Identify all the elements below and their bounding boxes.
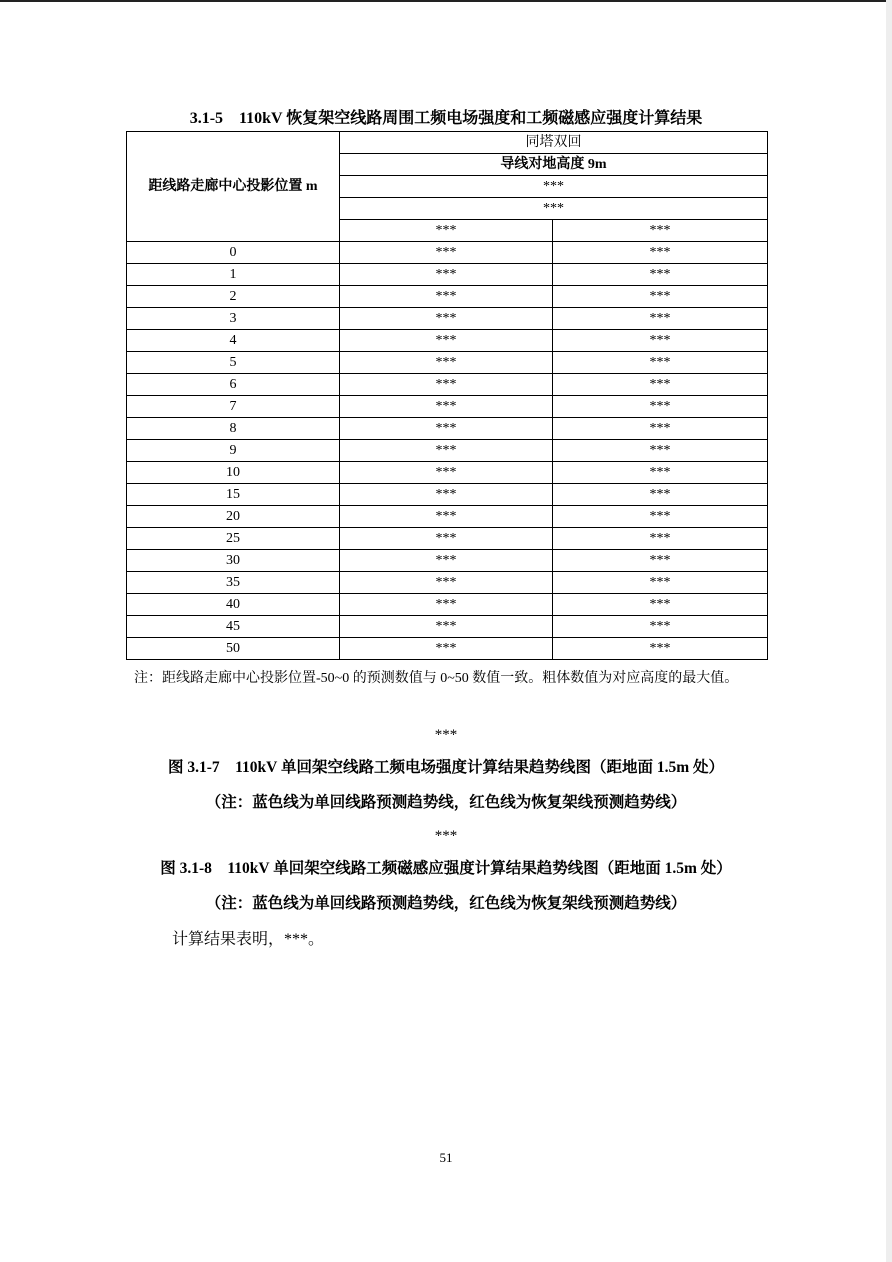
magnetic-field-cell: *** (553, 616, 768, 638)
position-cell: 10 (127, 462, 340, 484)
position-cell: 5 (127, 352, 340, 374)
table-row (127, 264, 768, 286)
position-cell: 0 (127, 242, 340, 264)
electric-field-cell: *** (340, 374, 553, 396)
figure-1-caption: 图 3.1-7 110kV 单回架空线路工频电场强度计算结果趋势线图（距地面 1.5m 处） (167, 759, 724, 776)
table-row (127, 594, 768, 616)
electric-field-cell: *** (340, 616, 553, 638)
magnetic-field-cell: *** (553, 528, 768, 550)
table-row (127, 616, 768, 638)
electric-field-cell: *** (340, 264, 553, 286)
magnetic-field-cell: *** (553, 396, 768, 418)
header-row-group (127, 132, 768, 154)
magnetic-field-cell: *** (553, 264, 768, 286)
table-row (127, 638, 768, 660)
table-row (127, 572, 768, 594)
electric-field-cell: *** (340, 484, 553, 506)
table-row (127, 330, 768, 352)
results-table (126, 131, 768, 660)
table-row (127, 418, 768, 440)
col-header-magnetic: *** (553, 220, 768, 242)
figure-2-placeholder: *** (434, 828, 458, 844)
magnetic-field-cell: *** (553, 440, 768, 462)
position-cell: 4 (127, 330, 340, 352)
electric-field-cell: *** (340, 352, 553, 374)
electric-field-cell: *** (340, 396, 553, 418)
electric-field-cell: *** (340, 550, 553, 572)
electric-field-cell: *** (340, 572, 553, 594)
table-row (127, 352, 768, 374)
magnetic-field-cell: *** (553, 286, 768, 308)
position-cell: 20 (127, 506, 340, 528)
position-cell: 45 (127, 616, 340, 638)
magnetic-field-cell: *** (553, 462, 768, 484)
position-cell: 1 (127, 264, 340, 286)
figure-2-legend-note: （注：蓝色线为单回线路预测趋势线，红色线为恢复架线预测趋势线） (205, 895, 687, 912)
magnetic-field-cell: *** (553, 418, 768, 440)
magnetic-field-cell: *** (553, 374, 768, 396)
magnetic-field-cell: *** (553, 242, 768, 264)
magnetic-field-cell: *** (553, 352, 768, 374)
figure-1-placeholder: *** (434, 727, 458, 743)
position-cell: 6 (127, 374, 340, 396)
electric-field-cell: *** (340, 506, 553, 528)
table-row (127, 286, 768, 308)
magnetic-field-cell: *** (553, 330, 768, 352)
results-table-body (127, 132, 768, 660)
position-cell: 25 (127, 528, 340, 550)
position-cell: 15 (127, 484, 340, 506)
position-cell: 35 (127, 572, 340, 594)
position-cell: 50 (127, 638, 340, 660)
position-cell: 2 (127, 286, 340, 308)
electric-field-cell: *** (340, 286, 553, 308)
page-edge-shadow (886, 0, 892, 1262)
group-header: 同塔双回 (340, 132, 768, 154)
electric-field-cell: *** (340, 330, 553, 352)
table-row (127, 528, 768, 550)
figure-2-caption: 图 3.1-8 110kV 单回架空线路工频磁感应强度计算结果趋势线图（距地面 1.5m 处） (160, 860, 732, 877)
table-note: 注：距线路走廊中心投影位置-50~0 的预测数值与 0~50 数值一致。粗体数值为对应高度的最大值。 (134, 671, 739, 686)
table-row (127, 440, 768, 462)
position-cell: 7 (127, 396, 340, 418)
magnetic-field-cell: *** (553, 484, 768, 506)
magnetic-field-cell: *** (553, 550, 768, 572)
electric-field-cell: *** (340, 440, 553, 462)
electric-field-cell: *** (340, 308, 553, 330)
electric-field-cell: *** (340, 242, 553, 264)
magnetic-field-cell: *** (553, 594, 768, 616)
position-cell: 8 (127, 418, 340, 440)
figure-1-legend-note: （注：蓝色线为单回线路预测趋势线，红色线为恢复架线预测趋势线） (205, 794, 687, 811)
electric-field-cell: *** (340, 528, 553, 550)
position-cell: 9 (127, 440, 340, 462)
table-row (127, 484, 768, 506)
stub-header: 距线路走廊中心投影位置 m (127, 132, 340, 242)
position-cell: 30 (127, 550, 340, 572)
sub-header-2: *** (340, 198, 768, 220)
electric-field-cell: *** (340, 638, 553, 660)
electric-field-cell: *** (340, 418, 553, 440)
magnetic-field-cell: *** (553, 308, 768, 330)
electric-field-cell: *** (340, 594, 553, 616)
sub-header-1: *** (340, 176, 768, 198)
table-row (127, 242, 768, 264)
table-row (127, 462, 768, 484)
page-number: 51 (439, 1150, 453, 1165)
magnetic-field-cell: *** (553, 572, 768, 594)
top-border (0, 0, 892, 2)
magnetic-field-cell: *** (553, 506, 768, 528)
table-row (127, 396, 768, 418)
table-row (127, 506, 768, 528)
magnetic-field-cell: *** (553, 638, 768, 660)
table-title: 3.1-5 110kV 恢复架空线路周围工频电场强度和工频磁感应强度计算结果 (189, 110, 703, 127)
position-cell: 3 (127, 308, 340, 330)
table-row (127, 550, 768, 572)
height-header: 导线对地高度 9m (340, 154, 768, 176)
position-cell: 40 (127, 594, 340, 616)
electric-field-cell: *** (340, 462, 553, 484)
table-row (127, 374, 768, 396)
col-header-electric: *** (340, 220, 553, 242)
conclusion-text: 计算结果表明，***。 (172, 931, 325, 948)
table-row (127, 308, 768, 330)
